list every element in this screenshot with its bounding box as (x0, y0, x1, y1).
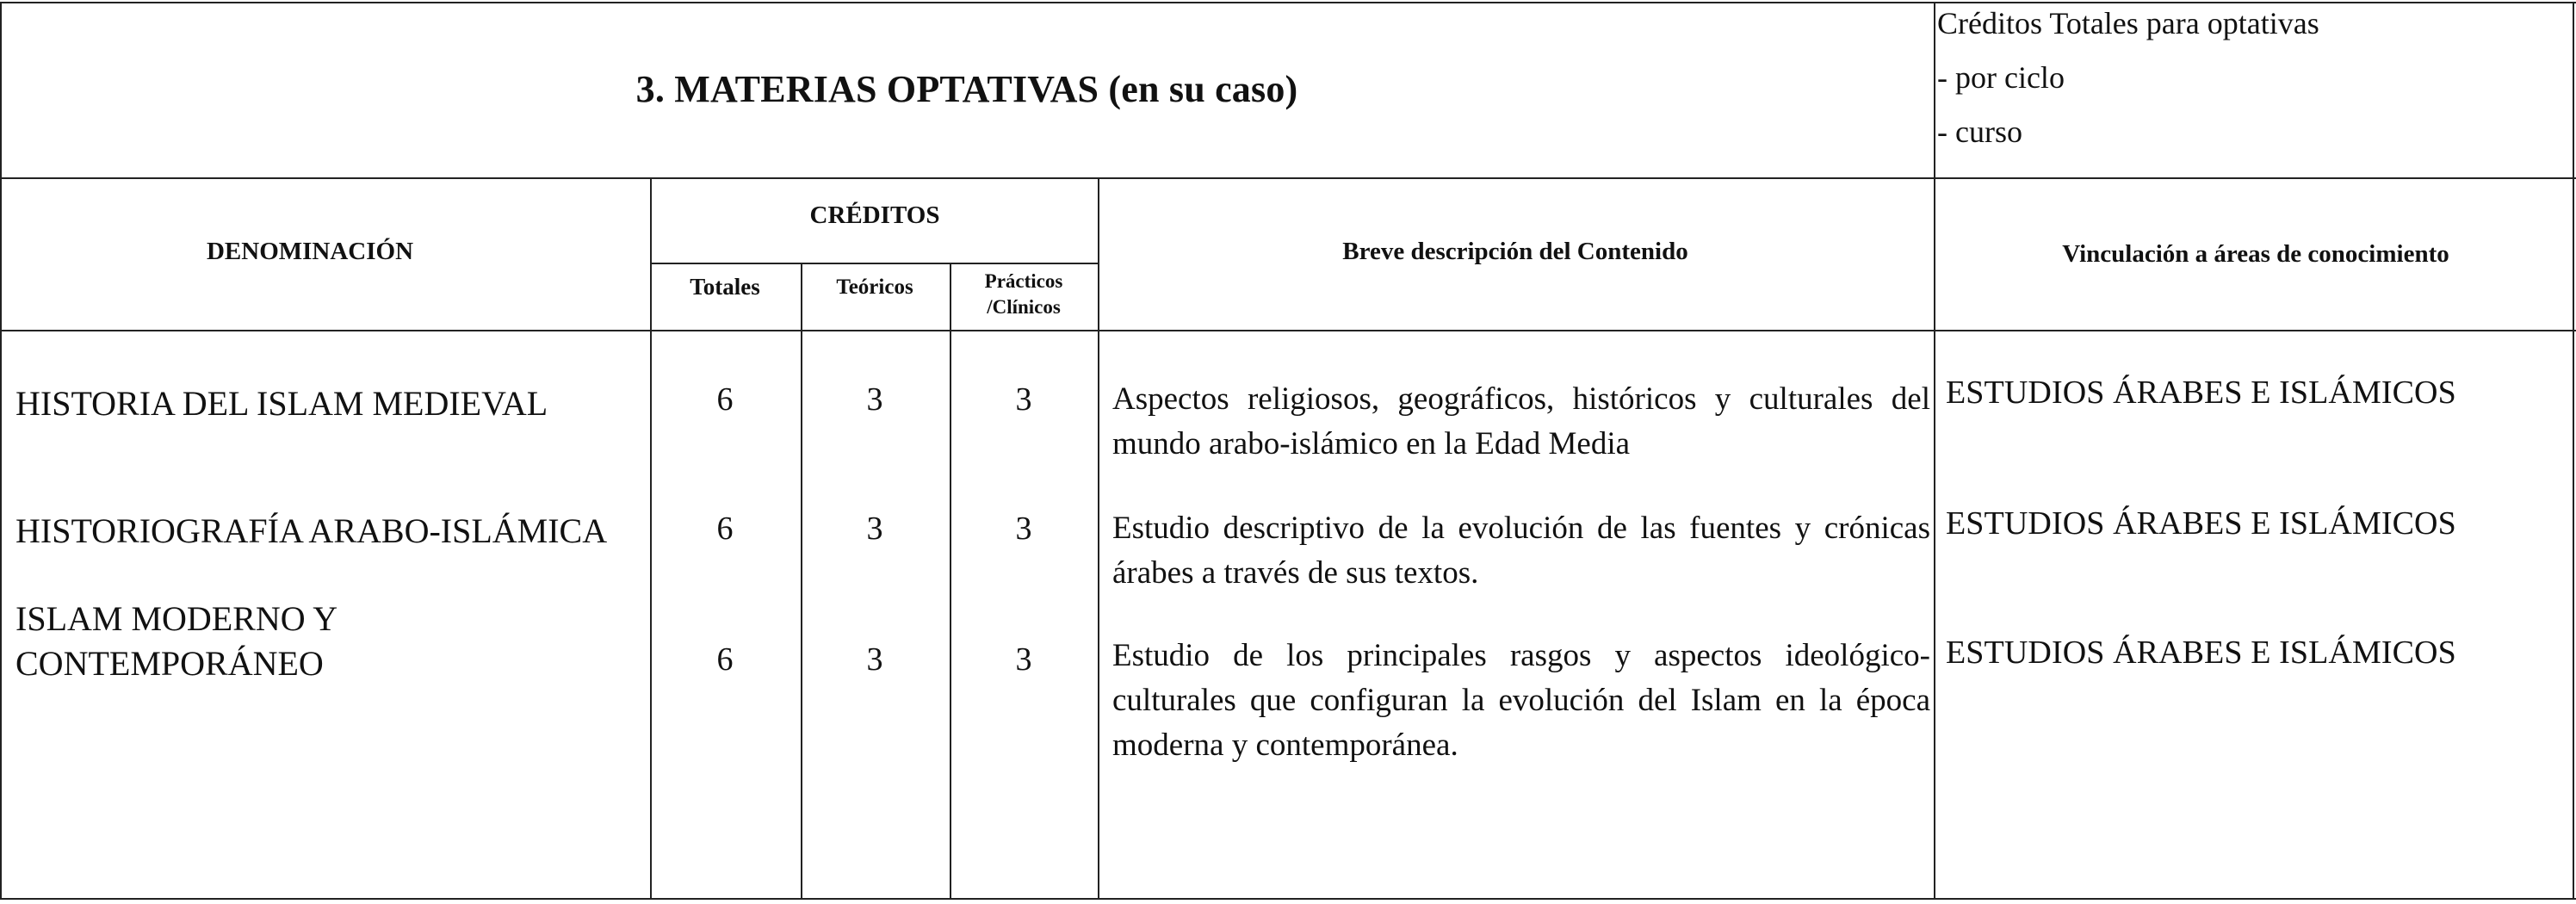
header-bottom-border (0, 330, 2576, 331)
credits-box (1937, 0, 2319, 159)
credits-box-line2: - por ciclo (1937, 60, 2065, 95)
header-practicos-line1: Prácticos (984, 270, 1063, 292)
row-practicos: 3 (1015, 511, 1032, 547)
row-descripcion: Estudio de los principales rasgos y aspectos ideológico-culturales que configuran la evolución del Islam en la época moderna y contemporánea. (1112, 638, 1930, 763)
totales-divider (801, 263, 802, 900)
row-name: HISTORIA DEL ISLAM MEDIEVAL (15, 384, 548, 423)
row-area: ESTUDIOS ÁRABES E ISLÁMICOS (1946, 635, 2456, 671)
row-name: ISLAM MODERNO Y (15, 599, 338, 638)
creditos-header-divider (651, 263, 1099, 264)
header-practicos (985, 269, 1063, 320)
header-creditos: CRÉDITOS (809, 201, 940, 229)
row-teoricos: 3 (866, 381, 883, 418)
credits-box-line3: - curso (1937, 115, 2022, 149)
row-area: ESTUDIOS ÁRABES E ISLÁMICOS (1946, 505, 2456, 542)
row-name-line2: CONTEMPORÁNEO (15, 644, 324, 683)
teoricos-divider (950, 263, 951, 900)
page-title: 3. MATERIAS OPTATIVAS (en su caso) (635, 68, 1298, 110)
row-area: ESTUDIOS ÁRABES E ISLÁMICOS (1946, 375, 2456, 411)
title-bottom-border (0, 177, 2576, 179)
header-totales: Totales (690, 274, 760, 300)
credits-box-line1: Créditos Totales para optativas (1937, 6, 2319, 40)
denominacion-divider (650, 177, 652, 900)
left-border (0, 2, 2, 900)
header-denominacion: DENOMINACIÓN (206, 238, 414, 265)
bottom-border (0, 898, 2576, 900)
row-teoricos: 3 (866, 641, 883, 678)
right-border (2573, 2, 2574, 900)
row-practicos: 3 (1015, 641, 1032, 678)
practicos-divider (1098, 177, 1099, 900)
header-vinculacion: Vinculación a áreas de conocimiento (2062, 240, 2449, 268)
header-teoricos: Teóricos (836, 276, 913, 299)
row-totales: 6 (716, 381, 734, 418)
descripcion-divider (1934, 2, 1935, 900)
row-totales: 6 (716, 641, 734, 678)
row-totales: 6 (716, 511, 734, 547)
header-practicos-line2: /Clínicos (987, 296, 1061, 318)
row-teoricos: 3 (866, 511, 883, 547)
row-descripcion: Aspectos religiosos, geográficos, históricos y culturales del mundo arabo-islámico en la Edad Media (1112, 381, 1930, 461)
row-name: HISTORIOGRAFÍA ARABO-ISLÁMICA (15, 511, 608, 550)
row-practicos: 3 (1015, 381, 1032, 418)
row-descripcion: Estudio descriptivo de la evolución de las fuentes y crónicas árabes a través de sus textos. (1112, 511, 1930, 591)
header-descripcion: Breve descripción del Contenido (1342, 238, 1688, 265)
